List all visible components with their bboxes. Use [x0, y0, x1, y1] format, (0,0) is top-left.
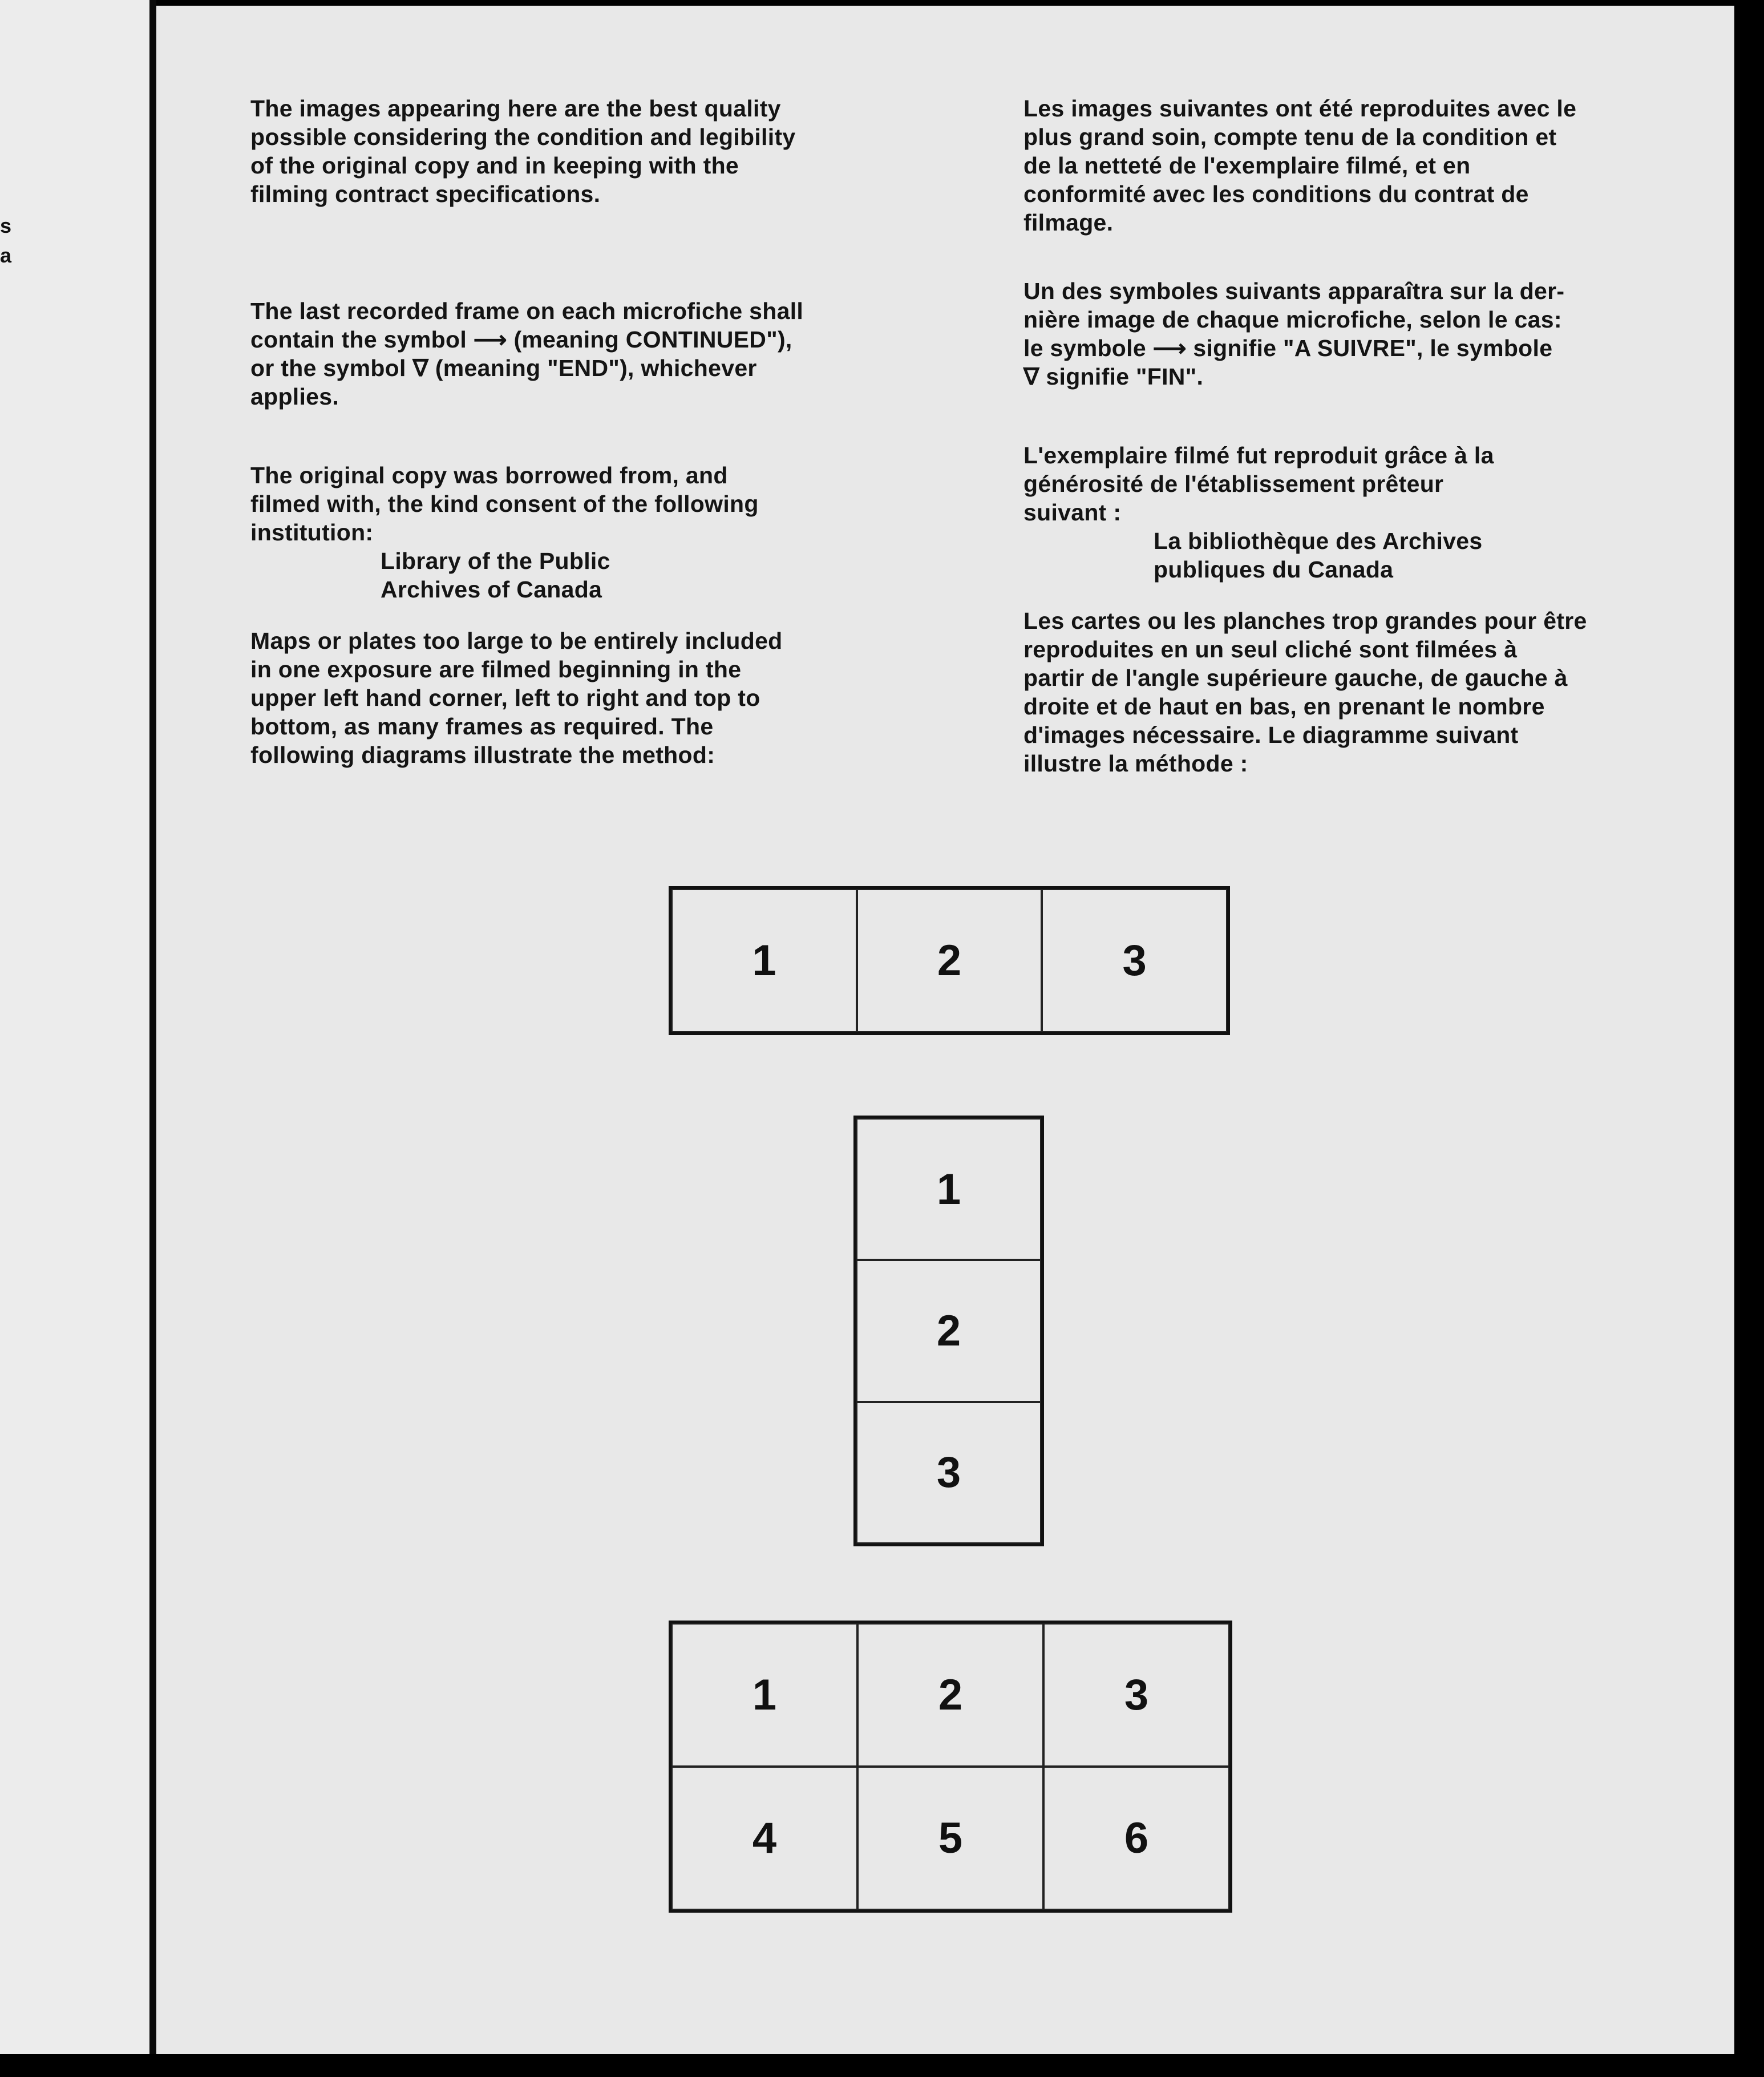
frame-cell-1: 1 — [671, 1623, 857, 1767]
spacer — [250, 411, 1009, 461]
frame-cell-5: 5 — [857, 1767, 1043, 1910]
text-line: d'images nécessaire. Le diagramme suivant — [1023, 722, 1519, 748]
frame-cell-4: 4 — [671, 1767, 857, 1910]
institution-line: Archives of Canada — [381, 576, 602, 603]
english-institution-name — [250, 547, 1009, 604]
text-line: in one exposure are filmed beginning in the — [250, 656, 742, 682]
text-line: possible considering the condition and legibility — [250, 124, 796, 150]
spacer — [1023, 584, 1737, 607]
diagram-block-of-six — [669, 1621, 1232, 1913]
text-line: ∇ signifie "FIN". — [1023, 363, 1204, 390]
institution-line: La bibliothèque des Archives — [1154, 528, 1483, 554]
institution-line: publiques du Canada — [1154, 556, 1394, 583]
frame-cell-1: 1 — [671, 889, 857, 1032]
spacer — [1023, 391, 1737, 441]
adjacent-page-strip — [0, 0, 149, 2054]
text-line: upper left hand corner, left to right and top to — [250, 685, 760, 711]
text-line: reproduites en un seul cliché sont filmées à — [1023, 636, 1518, 662]
frame-cell-6: 6 — [1043, 1767, 1229, 1910]
text-line: or the symbol ∇ (meaning "END"), whichever — [250, 355, 757, 381]
document-page — [156, 6, 1734, 2054]
text-line: following diagrams illustrate the method: — [250, 742, 715, 768]
text-line: Les cartes ou les planches trop grandes pour être — [1023, 608, 1587, 634]
english-column — [250, 94, 1009, 769]
french-paragraph-1 — [1023, 94, 1737, 237]
french-column — [1023, 94, 1737, 778]
french-institution-name — [1023, 527, 1737, 584]
text-line: Un des symboles suivants apparaîtra sur la der- — [1023, 278, 1565, 304]
text-line: Les images suivantes ont été reproduites avec le — [1023, 95, 1577, 122]
frame-cell-3: 3 — [1042, 889, 1227, 1032]
text-line: The last recorded frame on each microfiche shall — [250, 298, 804, 324]
text-line: institution: — [250, 519, 374, 545]
spacer — [250, 208, 1009, 297]
text-line: The images appearing here are the best quality — [250, 95, 781, 122]
text-line: générosité de l'établissement prêteur — [1023, 471, 1444, 497]
english-paragraph-2 — [250, 297, 1009, 411]
text-line: Maps or plates too large to be entirely included — [250, 628, 783, 654]
spacer — [1023, 237, 1737, 277]
text-line: The original copy was borrowed from, and — [250, 462, 728, 488]
spacer — [250, 604, 1009, 627]
english-paragraph-3 — [250, 461, 1009, 547]
text-line: contain the symbol ⟶ (meaning CONTINUED"), — [250, 326, 792, 353]
left-edge-fragment: a — [0, 244, 12, 267]
text-line: le symbole ⟶ signifie "A SUIVRE", le symbole — [1023, 335, 1553, 361]
text-line: conformité avec les conditions du contrat de — [1023, 181, 1529, 207]
frame-cell-2: 2 — [857, 1623, 1043, 1767]
text-line: L'exemplaire filmé fut reproduit grâce à la — [1023, 442, 1494, 468]
text-line: filmed with, the kind consent of the following — [250, 491, 759, 517]
text-line: de la netteté de l'exemplaire filmé, et en — [1023, 152, 1471, 179]
text-line: bottom, as many frames as required. The — [250, 713, 714, 740]
french-paragraph-2 — [1023, 277, 1737, 391]
text-line: applies. — [250, 383, 339, 410]
text-line: illustre la méthode : — [1023, 750, 1248, 777]
text-line: plus grand soin, compte tenu de la condition et — [1023, 124, 1557, 150]
frame-cell-2: 2 — [857, 889, 1042, 1032]
english-paragraph-1 — [250, 94, 1009, 208]
frame-cell-3: 3 — [1043, 1623, 1229, 1767]
page-divider — [149, 0, 156, 2054]
text-line: droite et de haut en bas, en prenant le nombre — [1023, 693, 1545, 720]
diagram-column-of-three — [853, 1116, 1044, 1546]
frame-cell-3: 3 — [856, 1402, 1041, 1543]
institution-line: Library of the Public — [381, 548, 610, 574]
text-line: filming contract specifications. — [250, 181, 601, 207]
text-line: partir de l'angle supérieure gauche, de gauche à — [1023, 665, 1568, 691]
text-line: of the original copy and in keeping with the — [250, 152, 739, 179]
text-line: suivant : — [1023, 499, 1122, 526]
english-paragraph-4 — [250, 627, 1009, 769]
frame-cell-2: 2 — [856, 1260, 1041, 1401]
left-edge-text — [0, 211, 11, 270]
text-line: filmage. — [1023, 209, 1114, 236]
diagram-row-of-three — [669, 886, 1230, 1035]
french-paragraph-3 — [1023, 441, 1737, 527]
french-paragraph-4 — [1023, 607, 1737, 778]
text-line: nière image de chaque microfiche, selon le cas: — [1023, 306, 1562, 333]
frame-cell-1: 1 — [856, 1118, 1041, 1260]
left-edge-fragment: s — [0, 214, 12, 237]
